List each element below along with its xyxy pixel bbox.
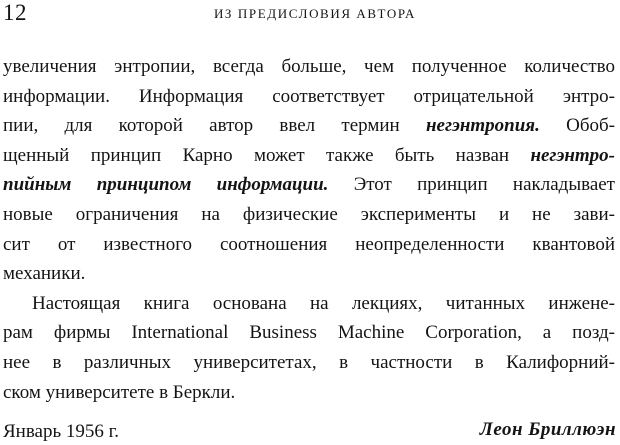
- paragraph-1-line-3: [3, 111, 615, 141]
- body-text: [3, 52, 615, 407]
- paragraph-1-line-7: сит от известного соотношения неопределенности квантовой: [3, 233, 615, 255]
- paragraph-1-line-5: [3, 170, 615, 200]
- paragraph-1-line-3-text-b: Обоб-: [566, 115, 616, 137]
- signature-author: Леон Бриллюэн: [479, 419, 616, 440]
- term-negentropy: негэнтропия.: [425, 115, 540, 137]
- running-title: ИЗ ПРЕДИСЛОВИЯ АВТОРА: [213, 6, 417, 21]
- paragraph-1-line-4: [3, 141, 615, 171]
- paragraph-1-line-2: информации. Информация соответствует отрицательной энтро-: [3, 85, 615, 107]
- paragraph-1-line-3-text-a: пии, для которой автор ввел термин: [3, 115, 400, 137]
- paragraph-2-line-3: нее в различных университетах, в частности в Калифорний-: [3, 351, 615, 373]
- paragraph-1-line-1: увеличения энтропии, всегда больше, чем полученное количество: [3, 56, 615, 77]
- paragraph-2-line-4: ском университете в Беркли.: [3, 381, 236, 403]
- paragraph-2-line-1: Настоящая книга основана на лекциях, читанных инжене-: [32, 292, 615, 314]
- term-negentropy-principle-part-1: негэнтро-: [530, 144, 615, 166]
- paragraph-1-line-8: механики.: [3, 263, 86, 285]
- paragraph-2-line-2: рам фирмы International Business Machine Corporation, а позд-: [3, 322, 615, 344]
- page-number: 12: [3, 0, 27, 25]
- paragraph-1-line-4-text-a: щенный принцип Карно может также быть назван: [3, 144, 510, 166]
- signature-date: Январь 1956 г.: [3, 421, 120, 442]
- paragraph-1-line-5-text-b: Этот принцип накладывает: [353, 174, 615, 196]
- paragraph-1-line-6: новые ограничения на физические эксперименты и не зави-: [3, 203, 615, 225]
- term-negentropy-principle-part-2: пийным принципом информации.: [3, 174, 329, 196]
